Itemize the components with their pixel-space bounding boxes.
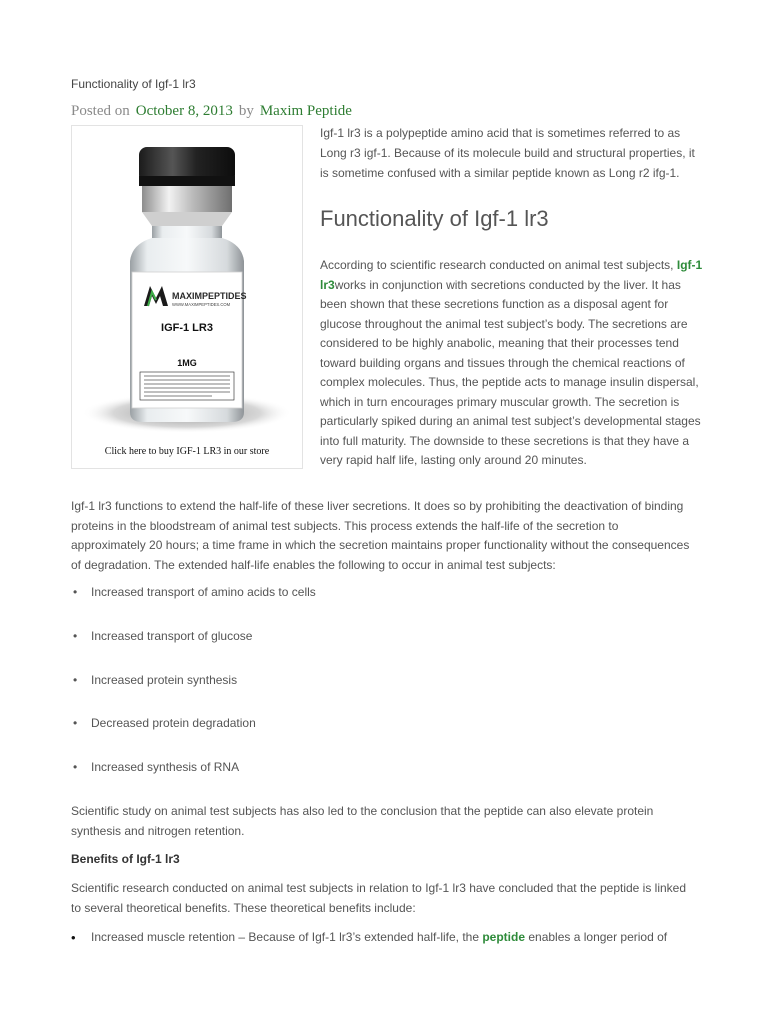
list-item: • Increased protein synthesis — [73, 672, 238, 687]
posted-on-label: Posted on — [71, 103, 130, 119]
list-item-text: Increased protein synthesis — [91, 672, 238, 687]
breadcrumb-title: Functionality of Igf-1 lr3 — [71, 77, 196, 91]
list-item-text: Increased synthesis of RNA — [91, 760, 240, 775]
list-item: • Increased transport of glucose — [73, 628, 253, 643]
list-item-text: Increased transport of glucose — [91, 628, 253, 643]
list-item: • Increased muscle retention – Because of Igf-1 lr3’s extended half-life, the peptide enables a longer period of — [71, 930, 668, 945]
by-label: by — [238, 103, 254, 119]
benefits-subheading: Benefits of Igf-1 lr3 — [71, 852, 180, 866]
list-item-text: Decreased protein degradation — [91, 716, 256, 731]
section-heading: Functionality of Igf-1 lr3 — [320, 206, 549, 231]
product-vial-image[interactable] — [72, 126, 302, 436]
post-meta — [71, 103, 352, 120]
vial-dose: 1MG — [177, 358, 197, 368]
para-text: According to scientific research conducted on animal test subjects, — [320, 258, 677, 272]
benefits-paragraph: Scientific research conducted on animal test subjects in relation to Igf-1 lr3 have concluded that the peptide is linked to several theoretical benefits. These theoretical benefits include: — [71, 881, 687, 915]
list-item-text: Increased transport of amino acids to cells — [91, 585, 316, 599]
vial-product-name: IGF-1 LR3 — [161, 322, 213, 334]
functionality-paragraph — [320, 256, 705, 471]
igf-link[interactable]: Igf-1 lr3 — [320, 258, 703, 292]
list-item-text: enables a longer period of — [525, 930, 668, 944]
peptide-link[interactable]: peptide — [482, 930, 526, 944]
author-link[interactable]: Maxim Peptide — [259, 103, 352, 119]
figure-caption-link[interactable]: Click here to buy IGF-1 LR3 in our store — [104, 446, 270, 457]
vial-brand-url: WWW.MAXIMPEPTIDES.COM — [172, 302, 231, 307]
post-date-link[interactable]: October 8, 2013 — [135, 103, 233, 119]
vial-brand-text: MAXIMPEPTIDES — [172, 291, 247, 301]
list-item: • Decreased protein degradation — [73, 716, 256, 731]
intro-paragraph: Igf-1 lr3 is a polypeptide amino acid that is sometimes referred to as Long r3 igf-1. Because of its molecule build and structural properties, it is sometime confused with a similar peptide known as Long r2 ifg-1. — [320, 126, 695, 180]
conclusion-paragraph: Scientific study on animal test subjects has also led to the conclusion that the peptide can also elevate protein synthesis and nitrogen retention. — [71, 804, 654, 838]
half-life-paragraph: Igf-1 lr3 functions to extend the half-life of these liver secretions. It does so by prohibiting the deactivation of binding proteins in the bloodstream of animal test subjects. This process extends the half-life of the secretion to approximately 20 hours; a time frame in which the secretion maintains proper functionality without the consequences of degradation. The extended half-life enables the following to occur in animal test subjects: — [71, 499, 690, 572]
list-item: • Increased synthesis of RNA — [73, 760, 240, 775]
para-text: works in conjunction with secretions conducted by the liver. It has been shown that these secretions function as a disposal agent for glucose throughout the animal test subject’s body. The secretions are considered to be highly anabolic, meaning that their processes tend toward building organs and tissues through the chemical reactions of complex molecules. Thus, the peptide acts to manage insulin dispersal, which in turn encourages primary muscular growth. The secretion is particularly spiked during an animal test subject’s developmental stages into full maturity. The downside to these secretions is that they have a very rapid half life, lasting only around 20 minutes. — [320, 277, 701, 467]
effects-list — [71, 584, 711, 803]
product-figure[interactable] — [71, 125, 303, 469]
list-item-text: Increased muscle retention – Because of Igf-1 lr3’s extended half-life, the — [91, 930, 483, 944]
list-item: • Increased transport of amino acids to cells — [73, 585, 316, 599]
